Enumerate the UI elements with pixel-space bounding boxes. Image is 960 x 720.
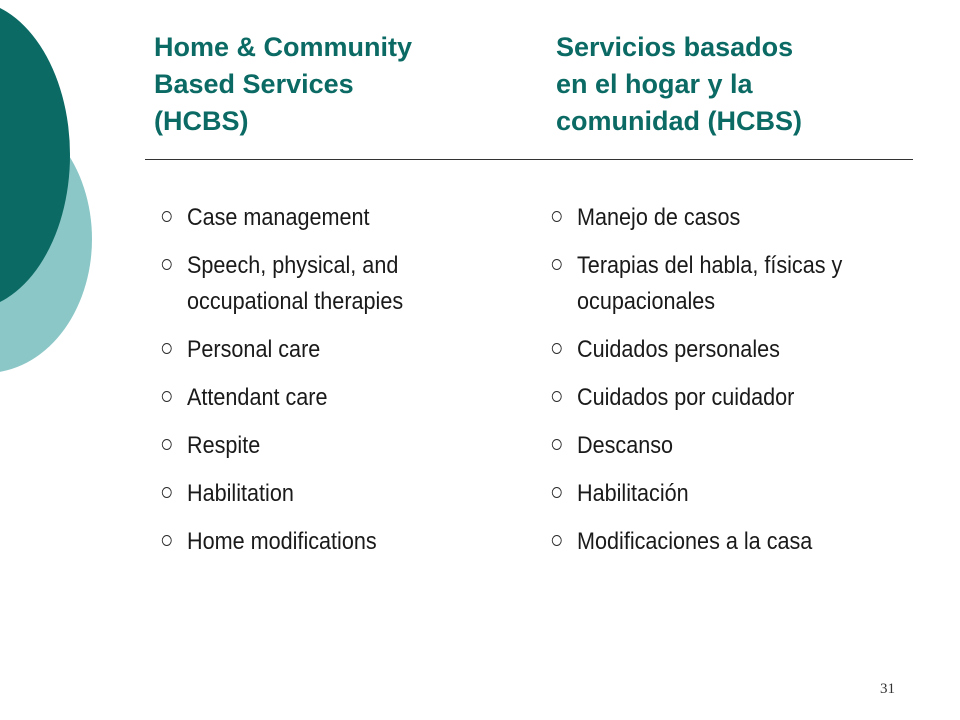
- list-item-text: Habilitation: [187, 480, 294, 507]
- list-item-text: Attendant care: [187, 384, 328, 411]
- bullet-icon: [162, 343, 172, 354]
- page-number: 31: [880, 681, 895, 697]
- bullet-icon: [162, 439, 172, 450]
- bullet-icon: [162, 535, 172, 546]
- list-item: [550, 248, 883, 320]
- list-item-text: Terapias del habla, físicas y ocupacionales: [577, 252, 843, 315]
- list-item: [160, 428, 457, 464]
- list-item: [550, 428, 883, 464]
- list-item: [550, 380, 883, 416]
- list-item-text: Speech, physical, and occupational therapies: [187, 252, 404, 315]
- list-item: [550, 332, 883, 368]
- list-item: [550, 200, 883, 236]
- bullet-icon: [552, 487, 562, 498]
- heading-english: Home & Community Based Services (HCBS): [154, 32, 413, 136]
- list-item: [160, 248, 457, 320]
- list-item-text: Case management: [187, 204, 370, 231]
- list-item-text: Habilitación: [577, 480, 689, 507]
- list-item-text: Descanso: [577, 432, 674, 459]
- list-item-text: Modificaciones a la casa: [577, 528, 813, 555]
- bullet-icon: [552, 391, 562, 402]
- bullet-icon: [552, 439, 562, 450]
- list-item-text: Manejo de casos: [577, 204, 741, 231]
- bullet-icon: [552, 259, 562, 270]
- list-item: [160, 524, 457, 560]
- list-item: [160, 476, 457, 512]
- list-item: [160, 332, 457, 368]
- bullet-icon: [162, 391, 172, 402]
- bullet-icon: [552, 535, 562, 546]
- services-list-spanish: [550, 200, 920, 572]
- bullet-icon: [552, 343, 562, 354]
- list-item: [160, 200, 457, 236]
- list-item-text: Personal care: [187, 336, 321, 363]
- bullet-icon: [162, 211, 172, 222]
- list-item: [550, 524, 883, 560]
- list-item-text: Cuidados por cuidador: [577, 384, 795, 411]
- bullet-icon: [162, 259, 172, 270]
- heading-spanish: Servicios basados en el hogar y la comunidad (HCBS): [556, 32, 802, 136]
- bullet-icon: [162, 487, 172, 498]
- services-list-english: [160, 200, 490, 572]
- list-item-text: Respite: [187, 432, 261, 459]
- heading-divider: [145, 159, 913, 160]
- bullet-icon: [552, 211, 562, 222]
- list-item: [550, 476, 883, 512]
- list-item-text: Cuidados personales: [577, 336, 780, 363]
- list-item-text: Home modifications: [187, 528, 377, 555]
- list-item: [160, 380, 457, 416]
